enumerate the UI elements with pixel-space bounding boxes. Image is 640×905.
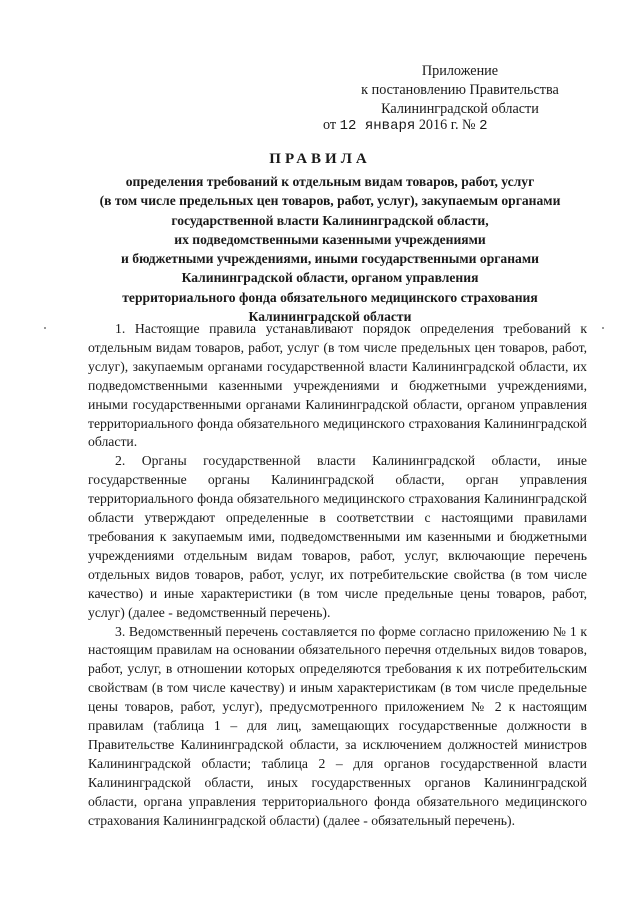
appendix-reference: к постановлению Правительства <box>361 82 559 98</box>
subtitle-line: и бюджетными учреждениями, иными государственными органами <box>121 251 539 267</box>
subtitle-line: (в том числе предельных цен товаров, работ, услуг), закупаемым органами <box>99 193 561 209</box>
subtitle-line: определения требований к отдельным видам товаров, работ, услуг <box>125 174 535 189</box>
subtitle-line: государственной власти Калининградской области, <box>171 212 489 228</box>
document-body <box>88 320 587 830</box>
paragraph-1: 1. Настоящие правила устанавливают порядок определения требований к отдельным видам товаров, работ, услуг (в том числе предельных цен товаров, работ, услуг), закупаемым органами государственной власти Калининградской области, их подведомственными казенными учреждениями и бюджетными учреждениями, иными государственными органами Калининградской области, органом управления территориального фонда обязательного медицинского страхования Калининградской области. <box>88 321 587 450</box>
subtitle-line: территориального фонда обязательного медицинского страхования <box>122 289 538 305</box>
document-title: ПРАВИЛА <box>269 151 371 167</box>
document-subtitle <box>80 172 580 326</box>
appendix-date-line <box>323 117 488 134</box>
subtitle-line: Калининградской области <box>248 309 412 325</box>
date-prefix: от <box>323 117 337 133</box>
scan-speck <box>602 327 604 329</box>
scan-speck <box>44 327 46 329</box>
date-year: 2016 г. № <box>418 117 476 133</box>
subtitle-line: их подведомственными казенными учреждениями <box>174 231 486 247</box>
paragraph-2: 2. Органы государственной власти Калининградской области, иные государственные органы Калининградской области, орган управления территориального фонда обязательного медицинского страхования Калининградской области утверждают определенные в соответствии с настоящими правилами требования к закупаемым ими, подведомственными им казенными и бюджетными учреждениями отдельным видам товаров, работ, услуг, включающие перечень отдельных видов товаров, работ, услуг, их потребительские свойства (в том числе качество) и иные характеристики (в том числе предельные цены товаров, работ, услуг) (далее - ведомственный перечень). <box>88 453 587 620</box>
paragraph-3: 3. Ведомственный перечень составляется по форме согласно приложению № 1 к настоящим правилам на основании обязательного перечня отдельных видов товаров, работ, услуг, в отношении которых определяются требования к их потребительским свойствам (в том числе качеству) и иным характеристикам (в том числе предельные цены товаров, работ, услуг), предусмотренного приложением № 2 к настоящим правилам (таблица 1 – для лиц, замещающих государственные должности в Правительстве Калининградской области, за исключением должностей министров Калининградской области; таблица 2 – для органов государственной власти Калининградской области, иных государственных органов Калининградской области, органа управления территориального фонда обязательного медицинского страхования Калининградской области) (далее - обязательный перечень). <box>88 623 587 828</box>
appendix-header <box>340 62 580 119</box>
appendix-region: Калининградской области <box>381 101 539 117</box>
date-day-month: 12 января <box>339 118 416 134</box>
appendix-label: Приложение <box>421 63 499 79</box>
subtitle-line: Калининградской области, органом управления <box>181 270 479 286</box>
document-number: 2 <box>479 118 488 134</box>
